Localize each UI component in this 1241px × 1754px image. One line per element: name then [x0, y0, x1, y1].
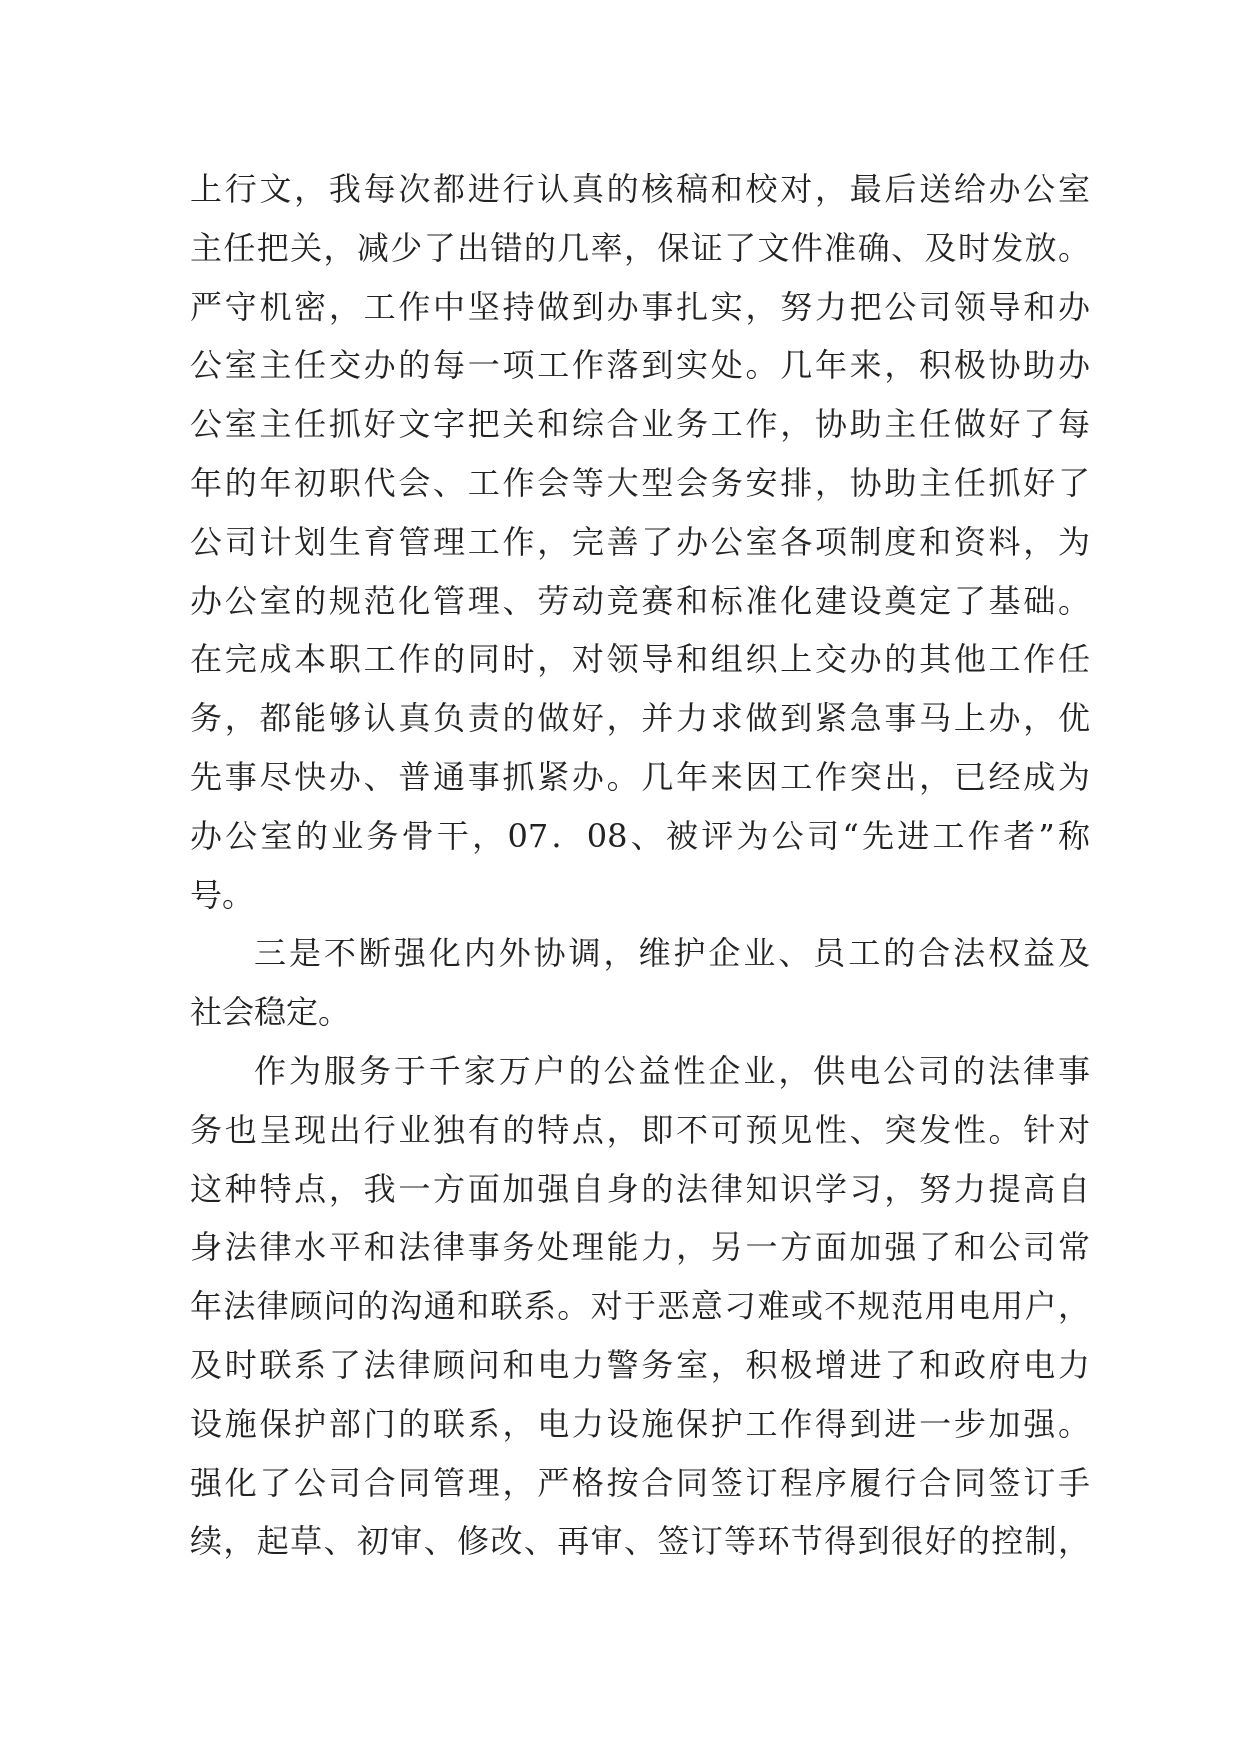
text-line: 作为服务于千家万户的公益性企业，供电公司的法律事: [254, 1051, 1090, 1090]
text-line: 强化了公司合同管理，严格按合同签订程序履行合同签订手: [190, 1463, 1090, 1502]
text-line: 年法律顾问的沟通和联系。对于恶意刁难或不规范用电用户，: [190, 1287, 1090, 1326]
text-line: 务也呈现出行业独有的特点，即不可预见性、突发性。针对: [190, 1110, 1090, 1149]
text-line: 公室主任抓好文字把关和综合业务工作，协助主任做好了每: [190, 405, 1090, 444]
paragraph-3: [190, 1042, 1090, 1571]
paragraph-1: [190, 160, 1090, 924]
text-line: 这种特点，我一方面加强自身的法律知识学习，努力提高自: [190, 1169, 1090, 1208]
text-line: 身法律水平和法律事务处理能力，另一方面加强了和公司常: [190, 1228, 1090, 1267]
text-line: 公室主任交办的每一项工作落到实处。几年来，积极协助办: [190, 346, 1090, 385]
text-line: 先事尽快办、普通事抓紧办。几年来因工作突出，已经成为: [190, 757, 1090, 796]
text-line: 年的年初职代会、工作会等大型会务安排，协助主任抓好了: [190, 463, 1090, 502]
text-line: 三是不断强化内外协调，维护企业、员工的合法权益及: [254, 934, 1090, 973]
text-line: 办公室的规范化管理、劳动竞赛和标准化建设奠定了基础。: [190, 581, 1090, 620]
text-line: 上行文，我每次都进行认真的核稿和校对，最后送给办公室: [190, 170, 1090, 208]
text-line: 严守机密，工作中坚持做到办事扎实，努力把公司领导和办: [190, 287, 1090, 326]
paragraph-2: [190, 924, 1090, 1042]
text-line: 及时联系了法律顾问和电力警务室，积极增进了和政府电力: [190, 1345, 1090, 1384]
document-body: [190, 160, 1090, 1571]
text-line: 公司计划生育管理工作，完善了办公室各项制度和资料，为: [190, 522, 1090, 561]
text-line: 设施保护部门的联系，电力设施保护工作得到进一步加强。: [190, 1404, 1090, 1443]
text-line: 续，起草、初审、修改、再审、签订等环节得到很好的控制，: [190, 1522, 1090, 1561]
text-line: 办公室的业务骨干，07．08、被评为公司“先进工作者”称: [190, 816, 1090, 855]
text-line: 在完成本职工作的同时，对领导和组织上交办的其他工作任: [190, 640, 1090, 679]
text-line: 主任把关，减少了出错的几率，保证了文件准确、及时发放。: [190, 228, 1090, 267]
text-line: 社会稳定。: [190, 993, 351, 1032]
text-line: 务，都能够认真负责的做好，并力求做到紧急事马上办，优: [190, 699, 1090, 738]
text-line: 号。: [190, 875, 255, 914]
